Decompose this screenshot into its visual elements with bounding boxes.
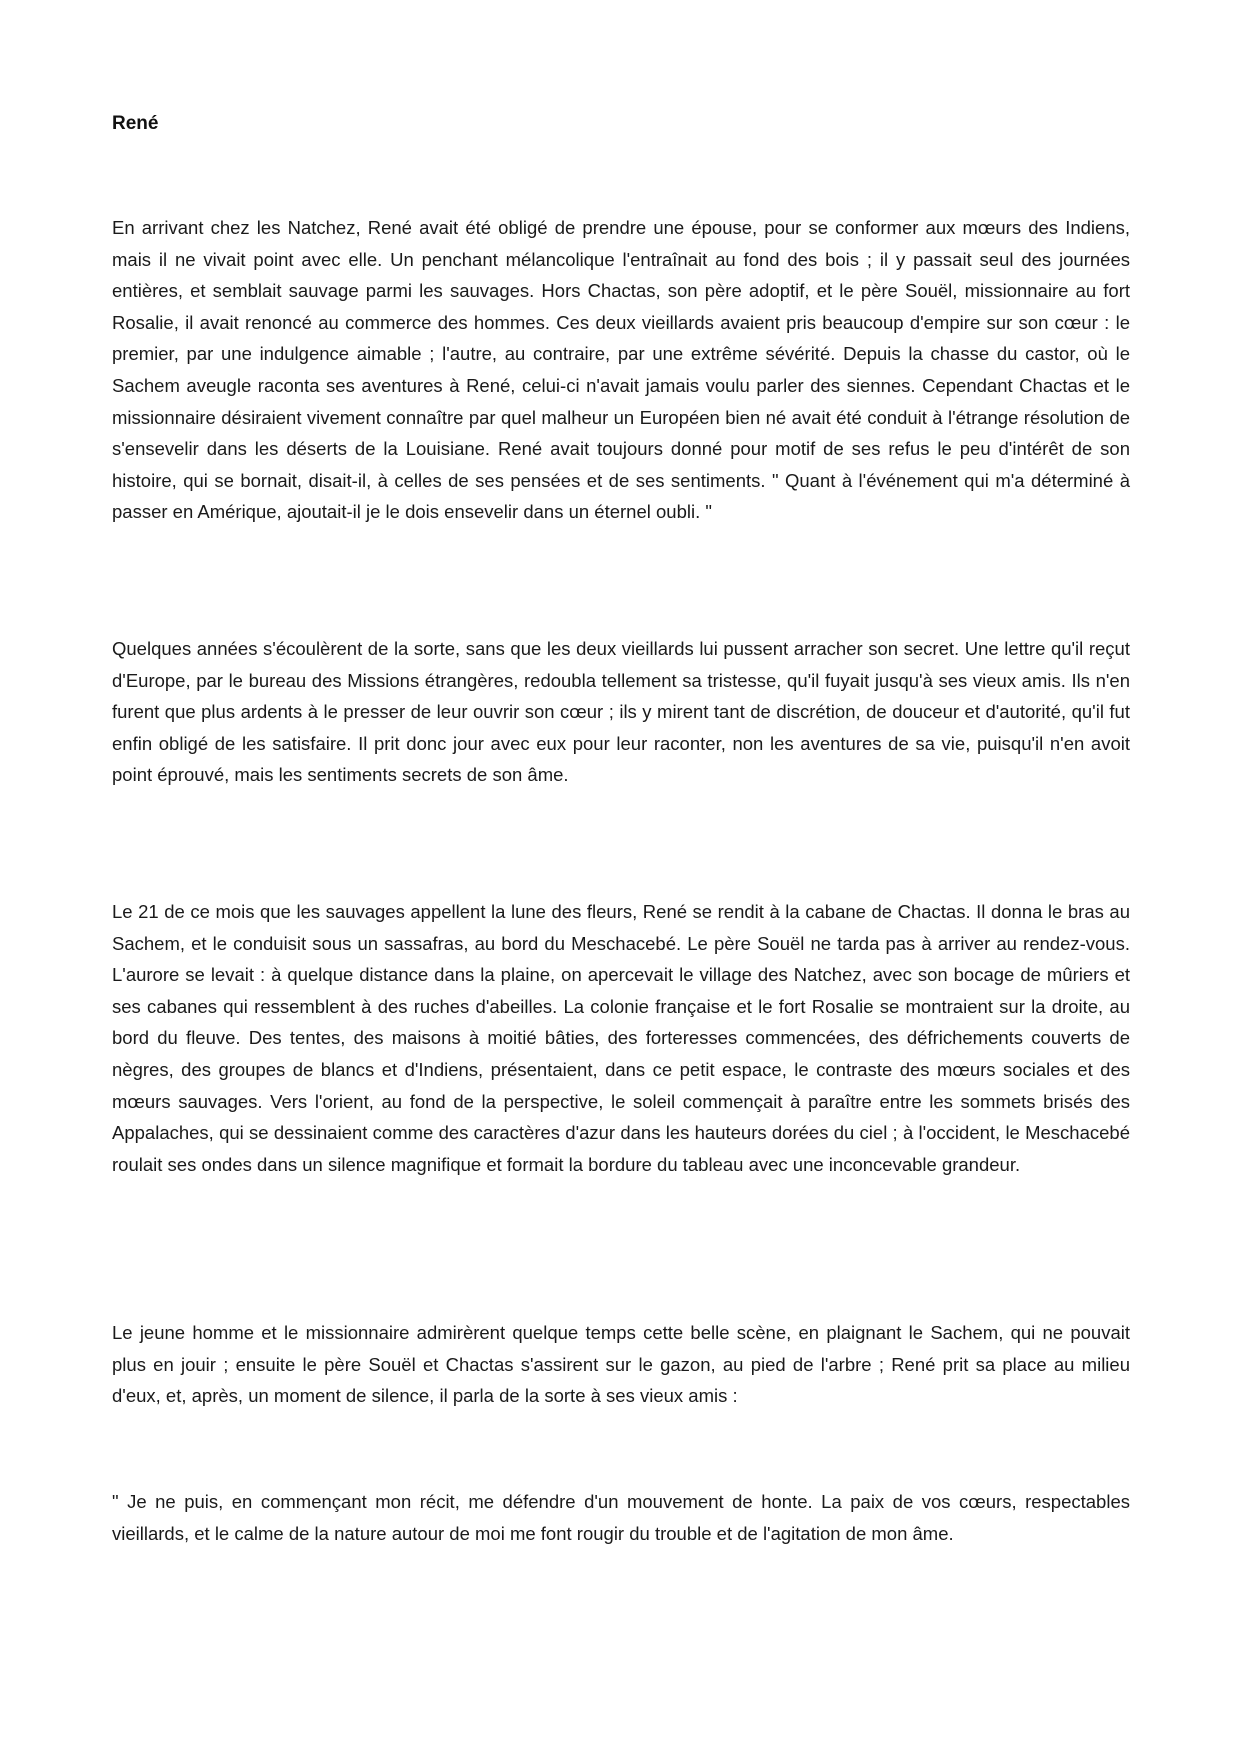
paragraph: " Je ne puis, en commençant mon récit, me défendre d'un mouvement de honte. La paix de vos cœurs, respectables vieillards, et le calme de la nature autour de moi me font rougir du trouble et de l'agitation de mon âme. xyxy=(112,1491,1130,1544)
paragraph: Le 21 de ce mois que les sauvages appellent la lune des fleurs, René se rendit à la cabane de Chactas. Il donna le bras au Sachem, et le conduisit sous un sassafras, au bord du Meschacebé. Le père Souël ne tarda pas à arriver au rendez-vous. L'aurore se levait : à quelque distance dans la plaine, on apercevait le village des Natchez, avec son bocage de mûriers et ses cabanes qui ressemblent à des ruches d'abeilles. La colonie française et le fort Rosalie se montraient sur la droite, au bord du fleuve. Des tentes, des maisons à moitié bâties, des forteresses commencées, des défrichements couverts de nègres, des groupes de blancs et d'Indiens, présentaient, dans ce petit espace, le contraste des mœurs sociales et des mœurs sauvages. Vers l'orient, au fond de la perspective, le soleil commençait à paraître entre les sommets brisés des Appalaches, qui se dessinaient comme des caractères d'azur dans les hauteurs dorées du ciel ; à l'occident, le Meschacebé roulait ses ondes dans un silence magnifique et formait la bordure du tableau avec une inconcevable grandeur. xyxy=(112,901,1130,1175)
document-title: René xyxy=(112,113,159,134)
paragraph: En arrivant chez les Natchez, René avait été obligé de prendre une épouse, pour se conformer aux mœurs des Indiens, mais il ne vivait point avec elle. Un penchant mélancolique l'entraînait au fond des bois ; il y passait seul des journées entières, et semblait sauvage parmi les sauvages. Hors Chactas, son père adoptif, et le père Souël, missionnaire au fort Rosalie, il avait renoncé au commerce des hommes. Ces deux vieillards avaient pris beaucoup d'empire sur son cœur : le premier, par une indulgence aimable ; l'autre, au contraire, par une extrême sévérité. Depuis la chasse du castor, où le Sachem aveugle raconta ses aventures à René, celui-ci n'avait jamais voulu parler des siennes. Cependant Chactas et le missionnaire désiraient vivement connaître par quel malheur un Européen bien né avait été conduit à l'étrange résolution de s'ensevelir dans les déserts de la Louisiane. René avait toujours donné pour motif de ses refus le peu d'intérêt de son histoire, qui se bornait, disait-il, à celles de ses pensées et de ses sentiments. " Quant à l'événement qui m'a déterminé à passer en Amérique, ajoutait-il je le dois ensevelir dans un éternel oubli. " xyxy=(112,217,1130,523)
paragraph: Quelques années s'écoulèrent de la sorte, sans que les deux vieillards lui pussent arracher son secret. Une lettre qu'il reçut d'Europe, par le bureau des Missions étrangères, redoubla tellement sa tristesse, qu'il fuyait jusqu'à ses vieux amis. Ils n'en furent que plus ardents à le presser de leur ouvrir son cœur ; ils y mirent tant de discrétion, de douceur et d'autorité, qu'il fut enfin obligé de les satisfaire. Il prit donc jour avec eux pour leur raconter, non les aventures de sa vie, puisqu'il n'en avoit point éprouvé, mais les sentiments secrets de son âme. xyxy=(112,638,1130,786)
paragraph: Le jeune homme et le missionnaire admirèrent quelque temps cette belle scène, en plaignant le Sachem, qui ne pouvait plus en jouir ; ensuite le père Souël et Chactas s'assirent sur le gazon, au pied de l'arbre ; René prit sa place au milieu d'eux, et, après, un moment de silence, il parla de la sorte à ses vieux amis : xyxy=(112,1322,1130,1407)
